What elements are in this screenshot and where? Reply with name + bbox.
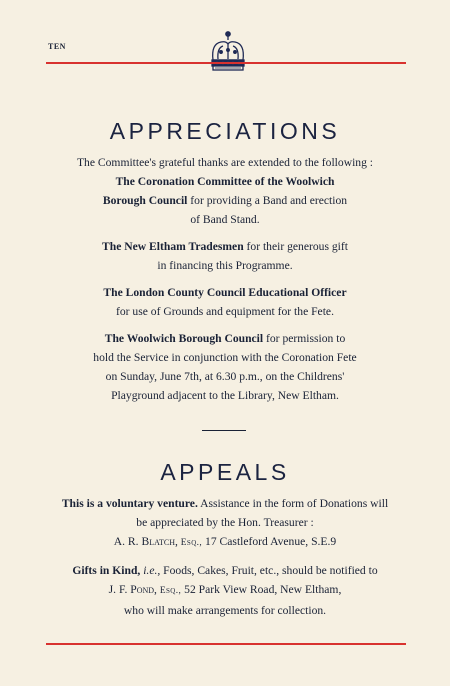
appreciation-item-2: The New Eltham Tradesmen for their generous gift [102,240,348,253]
appreciations-heading: APPRECIATIONS [109,118,341,144]
appreciation-item-1: The Coronation Committee of the Woolwich [115,175,335,188]
page-number: TEN [48,42,66,51]
appeal-donations: This is a voluntary venture. Assistance in the form of Donations will [61,497,389,510]
appeals-heading: APPEALS [160,459,290,485]
appreciations-list: The Committee's grateful thanks are extended to the following : The Coronation Committee of the Woolwich Borough Council for providing a Band and erection of Band Stand. The New Eltham Tradesmen for their generous gift in financing this Programme. The London County Council Educational Officer for use of Grounds and equipment for the Fete. The Woolwich Borough Council for permission to hold the Service in conjunction with the Coronation Fete on Sunday, June 7th, at 6.30 p.m., on the Childrens' Playground adjacent to the Library, New Eltham. [0,153,450,405]
appreciations-intro: The Committee's grateful thanks are extended to the following : [76,156,374,169]
top-rule [46,62,406,64]
appeal-gifts: Gifts in Kind, i.e., Foods, Cakes, Fruit, etc., should be notified to [72,564,378,577]
treasurer-address: A. R. Blatch, Esq., 17 Castleford Avenue, S.E.9 [113,535,337,548]
crown-icon [207,30,249,74]
gifts-contact: J. F. Pond, Esq., 52 Park View Road, New Eltham, [108,583,342,596]
appreciation-item-4: The Woolwich Borough Council for permission to [104,332,346,345]
section-divider [202,430,246,431]
bottom-rule [46,643,406,645]
appreciation-item-3: The London County Council Educational Officer [103,286,347,299]
appeals-text: This is a voluntary venture. Assistance in the form of Donations will be appreciated by the Hon. Treasurer : A. R. Blatch, Esq., 17 Castleford Avenue, S.E.9 Gifts in Kind, i.e., Foods, Cakes, Fruit, etc., should be notified to J. F. Pond, Esq., 52 Park View Road, New Eltham, who will make arrangements for collection. [0,494,450,620]
